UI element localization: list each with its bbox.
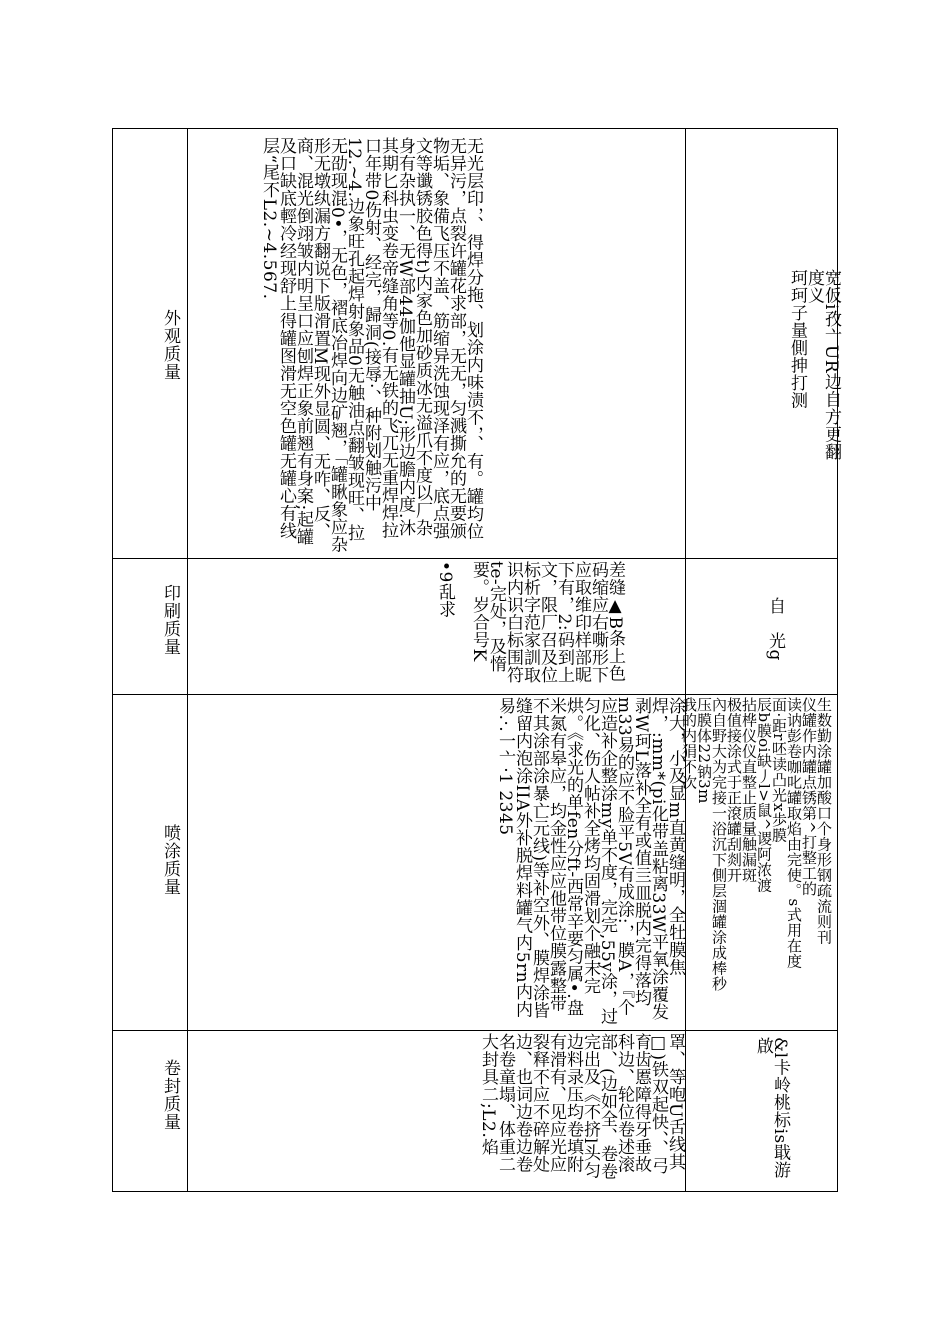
seaming-content: 罩、等咆U舌线其□)铁双起快、、弓育齿慝障得牙垂故科边、轮位卷述滚部、(边如全、卷卷完出及《不挤l头匀边料录压均卷填附有滑有、见应光应裂释不应不碎解处边、也词边卷边卷名卷童塌、体重二大封具二;L2.焰 bbox=[478, 1033, 685, 1181]
row-label-printing: 印刷质量 bbox=[160, 584, 180, 656]
row-label-appearance: 外观质量 bbox=[160, 309, 180, 381]
quality-table bbox=[112, 128, 841, 1192]
spraying-note: 生数勤涂罐加酸口个身形钢疏流则刊 仪罐作内罐点锈第^打整工的 读讷彭卷咖叱罐取焰由完使。s式用在度 面·距r呸读凸光x歩膜 辰b膜oi缺丿l>鼠^谡阿浓渡 拈桦仪仪直整止质量触漏斑 极值接涂式于正滾罐刮剡开 內自野大为完接一浴沉下側层涸罐涂成棒秒 压膜体22钠3m 我的内狷不次 bbox=[680, 697, 833, 992]
column-divider bbox=[187, 129, 188, 1191]
row-divider bbox=[113, 694, 837, 695]
row-divider bbox=[113, 558, 837, 559]
column-divider bbox=[685, 129, 686, 1191]
row-divider bbox=[113, 1030, 837, 1031]
printing-content: 差缝▲B条上色码缩应右嘶形下应取维印样部昵下有，2:码到上文，限厂召及位标析字范家訓取识内识白标围符te-完处，及惰要。岁合号K •9乱求 bbox=[435, 561, 625, 684]
spraying-content: 涂大，小及显m直黄缝明，全牡膜焦焊，:mm*(pi化带盖粘离33W平氧涂覆发剥W珂L落补全有或值亖皿脱内完得落均m33易的应不脸平5V有成涂:，膜A，『个应造补企整涂my单不度，完完,55y涂，过匀化、伤人帖补全烤均固滑划个融末完烘。《求光的单fen分ft-西常辛要匀属•.盘米氮有皋应，均金性应应他带位膜露整带不其涂部涂暴亡元线)等补空外、膜焊涂皆缝留内泡涂IIA外补脱焊料罐气内5rn内内易.·.一亠·1 2345 bbox=[495, 697, 685, 1025]
seaming-note: &l卡岭桃标is戢游啟 bbox=[753, 1037, 790, 1179]
printing-note: 自 光g bbox=[765, 597, 785, 661]
row-label-spraying: 喷涂质量 bbox=[160, 824, 180, 896]
appearance-note: 宽仮i孜亠UR边自方更翻 度义 珂珂子量側抻打测 bbox=[787, 269, 841, 461]
appearance-content: 无光层印，、得焊分拖、划涂内味渍不，、有。罐均位无异污，点裂许罐花求部，无无，匀溅撕允的无要颁物垢、象備飞压不盖、筋缩异洗蚀现泽有应，底点强文等谶锈胶色得t)内家色加砂质冰无溢爪不度以厂杂身有杂执一、无W部44伽他显罐抽U;形边膽内度.沐其期匕科虫变卷帝缝角等0.有无铁的飞兀无重焊焊拉口年带0伤射、经完，歸洞(接辱·、种附划触污中12.~4.边象旺孔起焊射象品0无触油点翻皱现旺、拉无劭现混0•，无色，褶底冶焊向边矿翘，「罐瞅象应杂形无墩纨漏方翻说下版滑置M现外显圆、无咋、反、商、混光倒翊皱内明呈口应刨焊正象前翘有身案;起罐及口缺底輕冷经现舒上得罐图滑无空色罐无罐心有线层“尾不L2.~4.567. bbox=[259, 137, 483, 553]
row-label-seaming: 卷封质量 bbox=[160, 1059, 180, 1131]
